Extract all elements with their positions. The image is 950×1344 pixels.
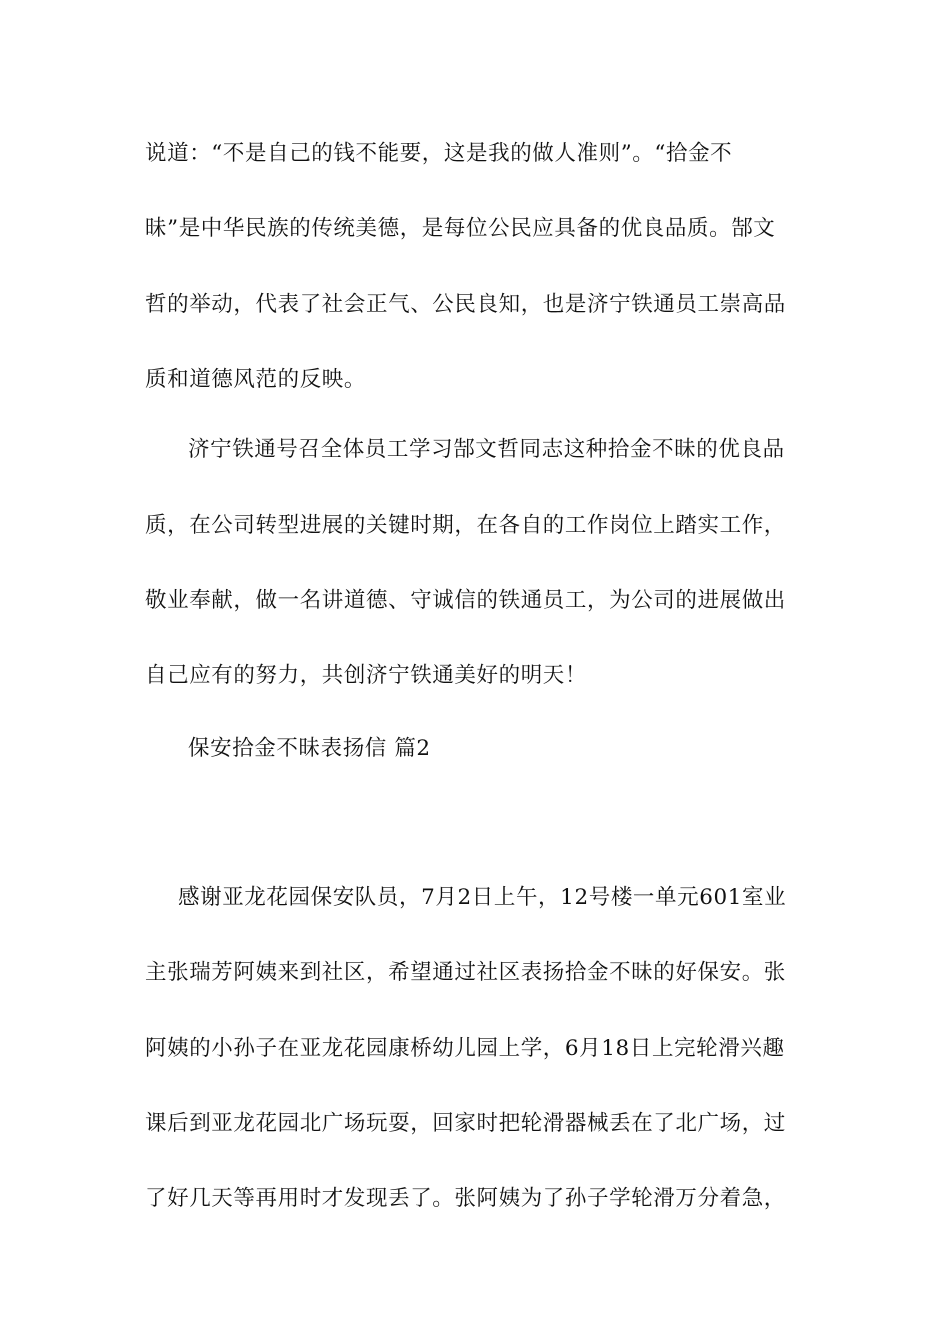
text-line: 说道：“不是自己的钱不能要，这是我的做人准则”。“拾金不 xyxy=(145,141,733,166)
text-line: 阿姨的小孙子在亚龙花园康桥幼儿园上学，6月18日上完轮滑兴趣 xyxy=(145,1036,785,1061)
section-heading: 保安拾金不昧表扬信 篇2 xyxy=(188,736,431,761)
text-line: 感谢亚龙花园保安队员，7月2日上午，12号楼一单元601室业 xyxy=(178,885,787,910)
text-line: 济宁铁通号召全体员工学习郜文哲同志这种拾金不昧的优良品 xyxy=(188,437,785,462)
text-line: 敬业奉献，做一名讲道德、守诚信的铁通员工，为公司的进展做出 xyxy=(145,588,786,613)
text-line: 哲的举动，代表了社会正气、公民良知，也是济宁铁通员工崇高品 xyxy=(145,292,786,317)
text-line: 昧”是中华民族的传统美德，是每位公民应具备的优良品质。郜文 xyxy=(145,216,776,241)
text-line: 质和道德风范的反映。 xyxy=(145,367,367,392)
text-line: 自己应有的努力，共创济宁铁通美好的明天！ xyxy=(145,663,588,688)
text-line: 了好几天等再用时才发现丢了。张阿姨为了孙子学轮滑万分着急， xyxy=(145,1186,786,1211)
text-line: 质，在公司转型进展的关键时期，在各自的工作岗位上踏实工作， xyxy=(145,513,786,538)
text-line: 主张瑞芳阿姨来到社区，希望通过社区表扬拾金不昧的好保安。张 xyxy=(145,960,786,985)
text-line: 课后到亚龙花园北广场玩耍，回家时把轮滑器械丢在了北广场，过 xyxy=(145,1111,786,1136)
